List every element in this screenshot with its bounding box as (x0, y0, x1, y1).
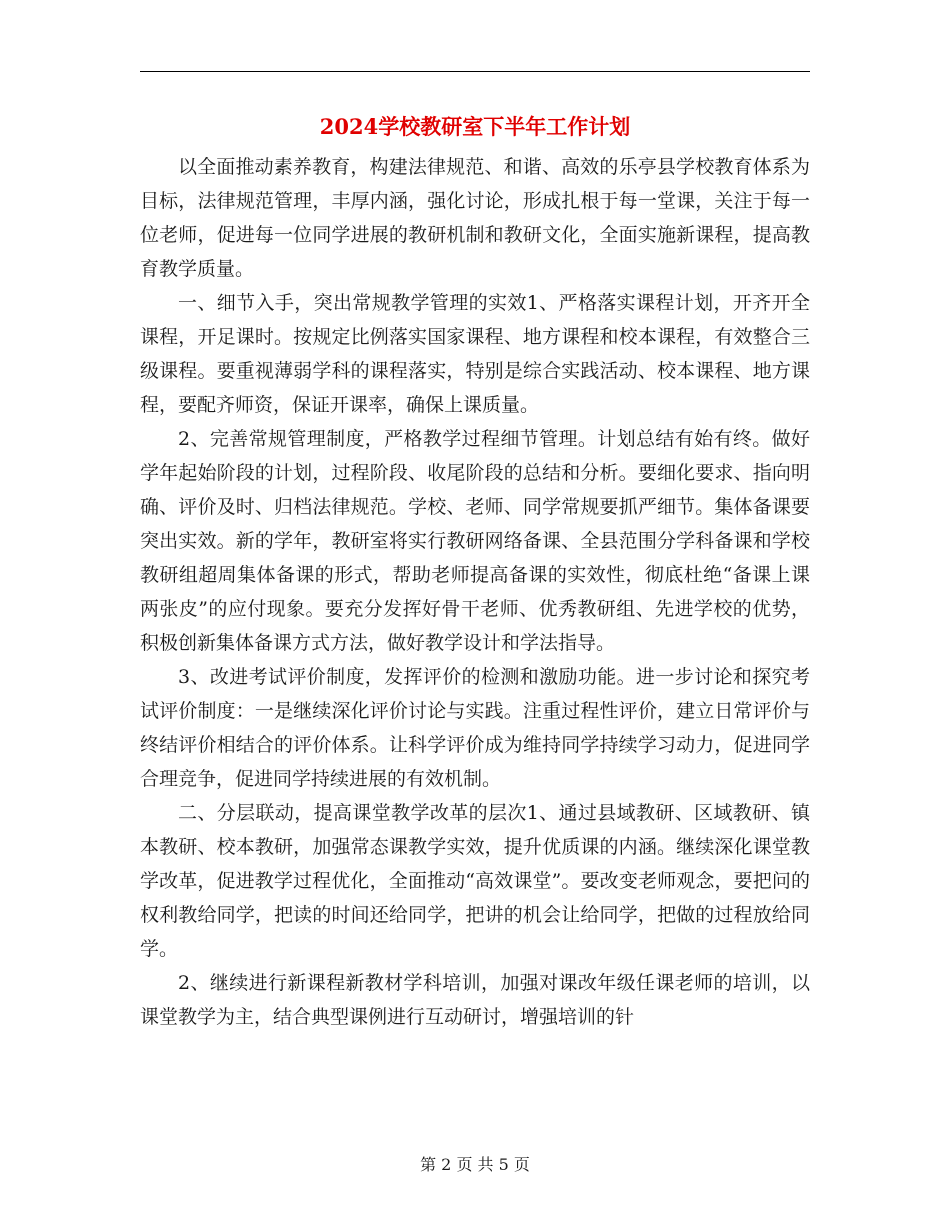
header-rule (140, 71, 810, 72)
paragraph: 2、完善常规管理制度，严格教学过程细节管理。计划总结有始有终。做好学年起始阶段的计划，过程阶段、收尾阶段的总结和分析。要细化要求、指向明确、评价及时、归档法律规范。学校、老师、同学常规要抓严细节。集体备课要突出实效。新的学年，教研室将实行教研网络备课、全县范围分学科备课和学校教研组超周集体备课的形式，帮助老师提高备课的实效性，彻底杜绝“备课上课两张皮”的应付现象。要充分发挥好骨干老师、优秀教研组、先进学校的优势，积极创新集体备课方式方法，做好教学设计和学法指导。 (140, 428, 810, 654)
page-number: 第 2 页 共 5 页 (420, 1155, 530, 1174)
paragraph: 二、分层联动，提高课堂教学改革的层次1、通过县域教研、区域教研、镇本教研、校本教研，加强常态课教学实效，提升优质课的内涵。继续深化课堂教学改革，促进教学过程优化，全面推动“高效课堂”。要改变老师观念，要把问的权利教给同学，把读的时间还给同学，把讲的机会让给同学，把做的过程放给同学。 (140, 802, 810, 960)
paragraph: 一、细节入手，突出常规教学管理的实效1、严格落实课程计划，开齐开全课程，开足课时。按规定比例落实国家课程、地方课程和校本课程，有效整合三级课程。要重视薄弱学科的课程落实，特别是综合实践活动、校本课程、地方课程，要配齐师资，保证开课率，确保上课质量。 (140, 292, 810, 416)
paragraph: 3、改进考试评价制度，发挥评价的检测和激励功能。进一步讨论和探究考试评价制度：一是继续深化评价讨论与实践。注重过程性评价，建立日常评价与终结评价相结合的评价体系。让科学评价成为维持同学持续学习动力，促进同学合理竞争，促进同学持续进展的有效机制。 (140, 666, 810, 790)
document-title: 2024学校教研室下半年工作计划 (319, 114, 631, 139)
document-body (140, 150, 810, 1034)
paragraph: 2、继续进行新课程新教材学科培训，加强对课改年级任课老师的培训，以课堂教学为主，结合典型课例进行互动研讨，增强培训的针 (140, 972, 810, 1028)
paragraph: 以全面推动素养教育，构建法律规范、和谐、高效的乐亭县学校教育体系为目标，法律规范管理，丰厚内涵，强化讨论，形成扎根于每一堂课，关注于每一位老师，促进每一位同学进展的教研机制和教研文化，全面实施新课程，提高教育教学质量。 (140, 156, 810, 280)
